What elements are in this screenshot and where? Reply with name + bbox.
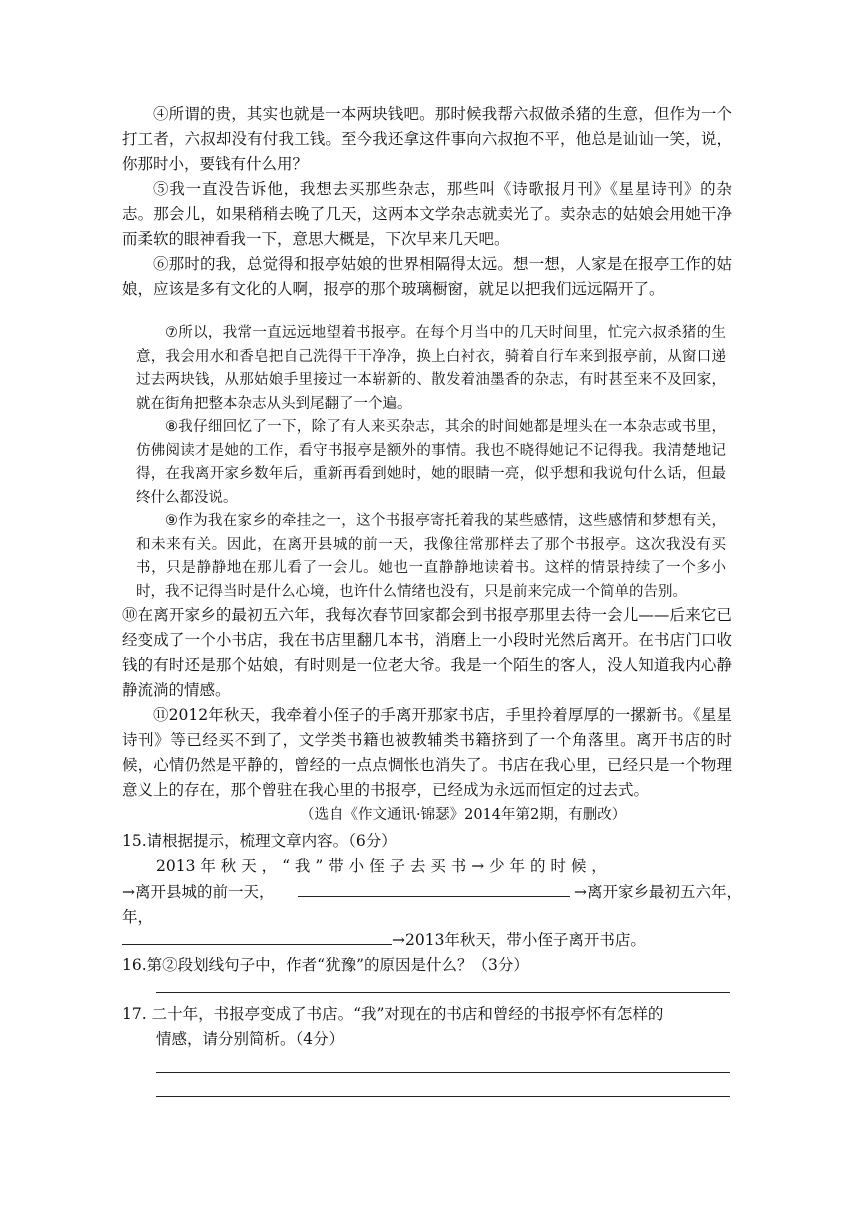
paragraph-10: ⑩在离开家乡的最初五六年，我每次春节回家都会到书报亭那里去待一会儿——后来它已经变成了一个小书店，我在书店里翻几本书，消磨上一小段时光然后离开。在书店门口收钱的有时还是那个姑娘，有时则是一位老大爷。我是一个陌生的客人，没人知道我内心静静流淌的情感。 <box>122 606 732 699</box>
q15-line-2a: →离开县城的前一天， <box>122 883 275 901</box>
q15-line-1: 2013 年 秋 天 ， “ 我 ” 带 小 侄 子 去 买 书 → 少 年 的 时 候 ， <box>156 857 607 875</box>
question-15: 15.请根据提示，梳理文章内容。（6分） <box>122 832 397 850</box>
paragraph-4: ④所谓的贵，其实也就是一本两块钱吧。那时候我帮六叔做杀猪的生意，但作为一个打工者，六叔却没有付我工钱。至今我还拿这件事向六叔抱不平，他总是讪讪一笑，说，你那时小，要钱有什么用？ <box>122 105 732 173</box>
paragraph-8: ⑧我仔细回忆了一下，除了有人来买杂志，其余的时间她都是埋头在一本杂志或书里，仿佛阅读才是她的工作，看守书报亭是额外的事情。我也不晓得她记不记得我。我清楚地记得，在我离开家乡数年后，重新再看到她时，她的眼睛一亮，似乎想和我说句什么话，但最终什么都没说。 <box>136 419 726 506</box>
q17-answer-line-2[interactable] <box>156 1096 730 1097</box>
paragraph-6: ⑥那时的我，总觉得和报亭姑娘的世界相隔得太远。想一想，人家是在报亭工作的姑娘，应该是多有文化的人啊，报亭的那个玻璃橱窗，就足以把我们远远隔开了。 <box>122 255 732 298</box>
question-17-line-1: 17. 二十年，书报亭变成了书店。“我”对现在的书店和曾经的书报亭怀有怎样的 <box>122 1005 664 1023</box>
paragraph-7: ⑦所以，我常一直远远地望着书报亭。在每个月当中的几天时间里，忙完六叔杀猪的生意，我会用水和香皂把自己洗得干干净净，换上白衬衣，骑着自行车来到报亭前，从窗口递过去两块钱，从那姑娘手里接过一本崭新的、散发着油墨香的杂志，有时甚至来不及回家，就在街角把整本杂志从头到尾翻了一个遍。 <box>136 325 726 412</box>
q15-answer-blank-1[interactable] <box>298 896 570 897</box>
q16-answer-line[interactable] <box>156 992 730 993</box>
q15-answer-blank-2[interactable] <box>122 944 392 945</box>
source-citation: （选自《作文通讯·锦瑟》2014年第2期，有删改） <box>300 807 627 823</box>
q15-line-2c: 年， <box>122 908 154 926</box>
passage-upper <box>122 102 732 302</box>
passage-insert <box>136 322 726 604</box>
passage-lower <box>122 603 732 803</box>
q17-answer-line-1[interactable] <box>156 1072 730 1073</box>
q15-line-2b: →离开家乡最初五六年， <box>574 883 742 901</box>
paragraph-9: ⑨作为我在家乡的牵挂之一，这个书报亭寄托着我的某些感情，这些感情和梦想有关，和未来有关。因此，在离开县城的前一天，我像往常那样去了那个书报亭。这次我没有买书，只是静静地在那儿看了一会儿。她也一直静静地读着书。这样的情景持续了一个多小时，我不记得当时是什么心境，也许什么情绪也没有，只是前来完成一个简单的告别。 <box>136 513 726 600</box>
paragraph-11: ⑪2012年秋天，我牵着小侄子的手离开那家书店，手里拎着厚厚的一摞新书。《星星诗刊》等已经买不到了，文学类书籍也被教辅类书籍挤到了一个角落里。离开书店的时候，心情仍然是平静的，曾经的一点点惆怅也消失了。书店在我心里，已经只是一个物理意义上的存在，那个曾驻在我心里的书报亭，已经成为永远而恒定的过去式。 <box>122 706 732 799</box>
paragraph-5: ⑤我一直没告诉他，我想去买那些杂志，那些叫《诗歌报月刊》《星星诗刊》的杂志。那会儿，如果稍稍去晚了几天，这两本文学杂志就卖光了。卖杂志的姑娘会用她干净而柔软的眼神看我一下，意思大概是，下次早来几天吧。 <box>122 180 732 248</box>
question-17-line-2: 情感，请分别简析。（4分） <box>156 1030 345 1048</box>
question-16: 16.第②段划线句子中，作者“犹豫”的原因是什么？（3分） <box>122 956 529 974</box>
q15-line-3: →2013年秋天，带小侄子离开书店。 <box>392 931 646 949</box>
